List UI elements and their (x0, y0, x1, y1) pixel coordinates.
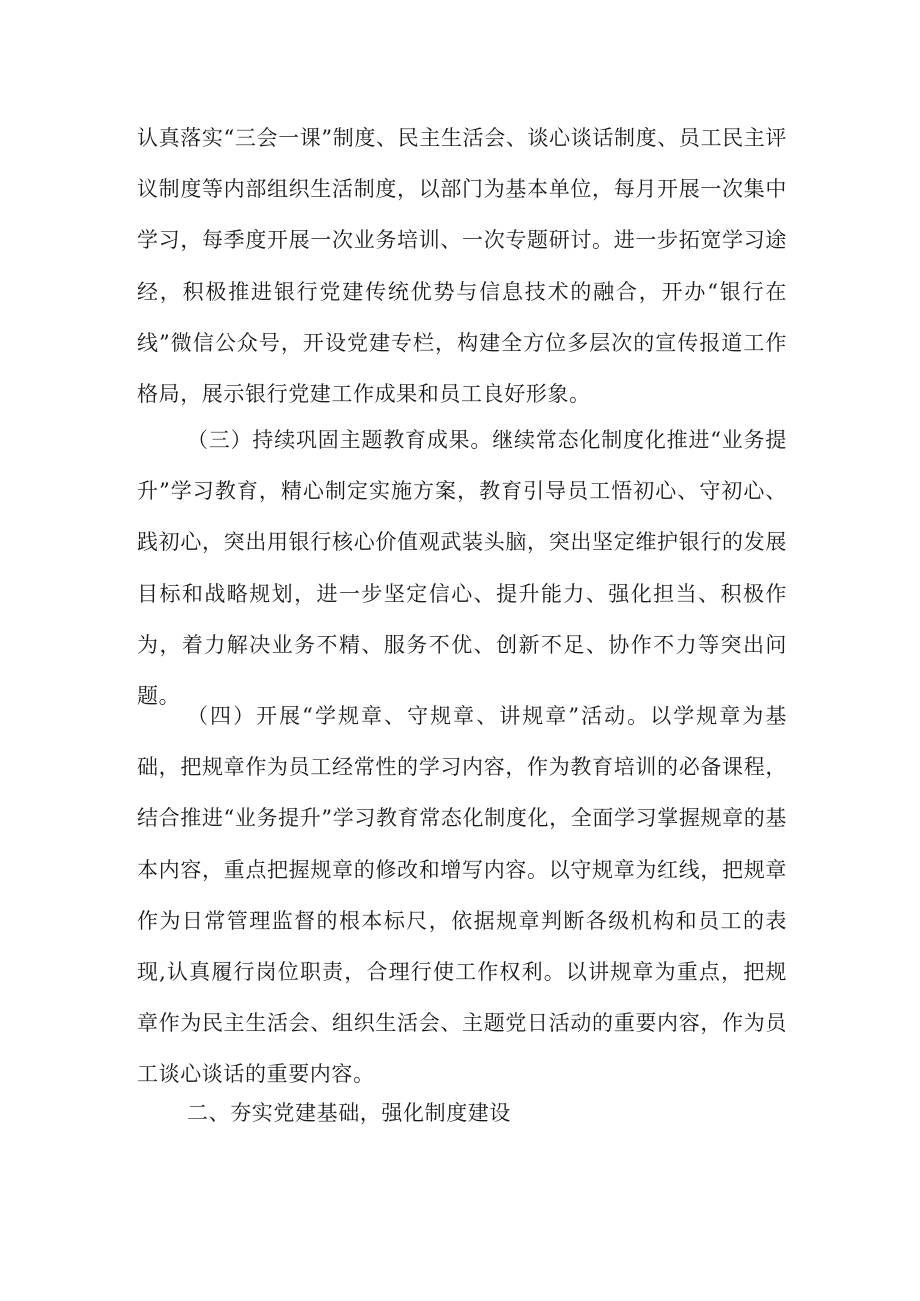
paragraph-theme-education: （三）持续巩固主题教育成果。继续常态化制度化推进“业务提升”学习教育，精心制定实施方案，教育引导员工悟初心、守初心、践初心，突出用银行核心价值观武装头脑，突出坚定维护银行的发展目标和战略规划，进一步坚定信心、提升能力、强化担当、积极作为，着力解决业务不精、服务不优、创新不足、协作不力等突出问题。 (137, 428, 787, 709)
paragraph-regulations-activity: （四）开展“学规章、守规章、讲规章”活动。以学规章为基础，把规章作为员工经常性的学习内容，作为教育培训的必备课程，结合推进“业务提升”学习教育常态化制度化，全面学习掌握规章的基本内容，重点把握规章的修改和增写内容。以守规章为红线，把规章作为日常管理监督的根本标尺，依据规章判断各级机构和员工的表现,认真履行岗位职责，合理行使工作权利。以讲规章为重点，把规章作为民主生活会、组织生活会、主题党日活动的重要内容，作为员工谈心谈话的重要内容。 (137, 704, 787, 1087)
section-heading: 二、夯实党建基础，强化制度建设 (187, 1101, 511, 1125)
paragraph-organizational-life: 认真落实“三会一课”制度、民主生活会、谈心谈话制度、员工民主评议制度等内部组织生活制度，以部门为基本单位，每月开展一次集中学习，每季度开展一次业务培训、一次专题研讨。进一步拓宽学习途经，积极推进银行党建传统优势与信息技术的融合，开办“银行在线”微信公众号，开设党建专栏，构建全方位多层次的宣传报道工作格局，展示银行党建工作成果和员工良好形象。 (137, 126, 787, 407)
